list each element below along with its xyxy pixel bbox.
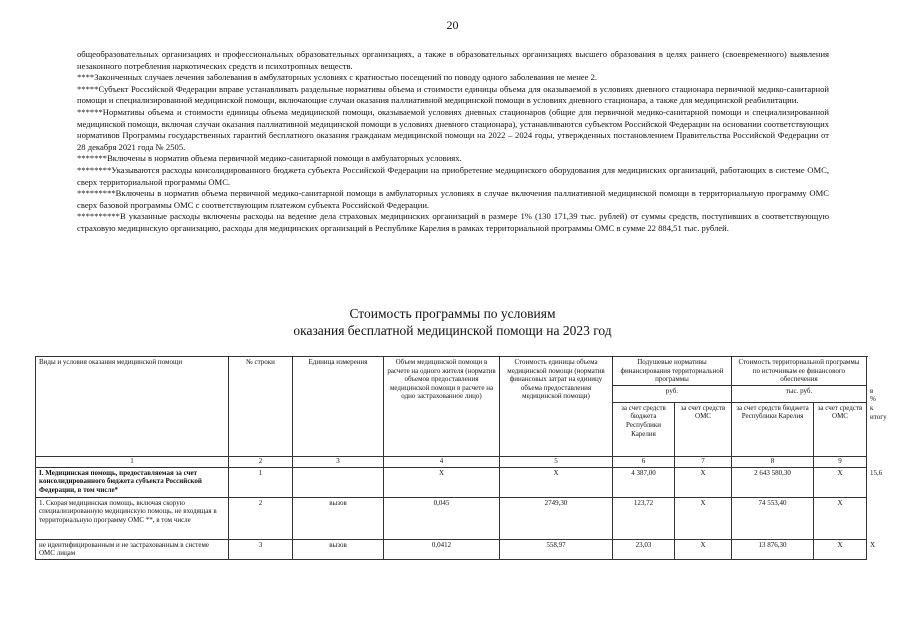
table-header-row: [36, 357, 867, 386]
footnote: *******Включены в норматив объема первичной медико-санитарной помощи в амбулаторных условиях.: [77, 153, 462, 164]
column-number-row: [36, 456, 867, 467]
title-line: оказания бесплатной медицинской помощи на 2023 год: [293, 323, 612, 338]
row-unit: вызов: [293, 539, 384, 559]
row-number: 1: [229, 467, 293, 497]
row-unit-cost: 2749,30: [500, 497, 613, 539]
header-cell: руб.: [613, 385, 732, 402]
section-title: [0, 305, 905, 339]
column-number: 6: [613, 456, 675, 467]
table-header-row: руб. тыс. руб. в % к итогу: [36, 385, 867, 402]
footnote: ****Законченных случаев лечения заболевания в амбулаторных условиях с кратностью посещений по поводу одного заболевания не менее 2.: [77, 72, 598, 83]
row-percap-budget: 23,03: [613, 539, 675, 559]
footnotes: [77, 49, 829, 235]
row-volume: 0,045: [384, 497, 500, 539]
footnote: *********Включены в норматив объема первичной медико-санитарной помощи в амбулаторных условиях в случае включения паллиативной медицинской помощи в территориальную программу ОМС сверх базовой программы ОМС с соответствующим платежом субъекта Российской Федерации.: [77, 188, 829, 210]
row-total-budget: 13 876,30: [732, 539, 814, 559]
row-percap-oms: X: [675, 467, 732, 497]
header-cell: Виды и условия оказания медицинской помощи: [36, 357, 229, 457]
row-number: 2: [229, 497, 293, 539]
row-total-oms: X: [814, 497, 867, 539]
row-name: I. Медицинская помощь, предоставляемая за счет консолидированного бюджета субъекта Российской Федерации, в том числе*: [36, 467, 229, 497]
footnote: ******Нормативы объема и стоимости единицы объема медицинской помощи, оказываемой условиях дневных стационаров (общие для первичной медико-санитарной помощи и специализированной медицинской помощи, включая случаи оказания паллиативной медицинской помощи в условиях дневного стационара), устанавливаются субъектом Российской Федерации на основании соответствующих нормативов Программы государственных гарантий бесплатного оказания гражданам медицинской помощи на 2022 – 2024 годы, утвержденных постановлением Правительства Российской Федерации от 28 декабря 2021 года № 2505.: [77, 106, 829, 152]
column-number: 8: [732, 456, 814, 467]
row-unit: вызов: [293, 497, 384, 539]
cost-table: [35, 356, 887, 560]
row-unit: [293, 467, 384, 497]
header-cell: Стоимость территориальной программы по источникам ее финансового обеспечения: [732, 357, 867, 386]
row-total-budget: 2 643 580,30: [732, 467, 814, 497]
header-cell: Подушевые нормативы финансирования территориальной программы: [613, 357, 732, 386]
row-name: не идентифицированным и не застрахованным в системе ОМС лицам: [36, 539, 229, 559]
title-line: Стоимость программы по условиям: [349, 306, 556, 321]
header-cell: тыс. руб.: [732, 385, 867, 402]
row-unit-cost: X: [500, 467, 613, 497]
header-cell: № строки: [229, 357, 293, 457]
row-name: 1. Скорая медицинская помощь, включая скорую специализированную медицинскую помощь, не входящая в территориальную программу ОМС **, в том числе: [36, 497, 229, 539]
page-number: 20: [446, 18, 459, 32]
column-number: 1: [36, 456, 229, 467]
header-cell: за счет средств ОМС: [675, 402, 732, 456]
row-percap-oms: X: [675, 497, 732, 539]
footnote: *****Субъект Российской Федерации вправе устанавливать раздельные нормативы объема и стоимости единицы объема для оказываемой в условиях дневного стационара первичной медико-санитарной помощи и специализированной медицинской помощи, включающие случаи оказания паллиативной медицинской помощи в условиях дневного стационара, а также для медицинской реабилитации.: [77, 83, 829, 106]
header-cell: Объем медицинской помощи в расчете на одного жителя (норматив объемов предоставления медицинской помощи в расчете на одно застрахованное лицо): [384, 357, 500, 457]
row-volume: X: [384, 467, 500, 497]
header-cell: за счет средств ОМС: [814, 402, 867, 456]
row-percap-oms: X: [675, 539, 732, 559]
column-number: 2: [229, 456, 293, 467]
column-number: 7: [675, 456, 732, 467]
row-percap-budget: 123,72: [613, 497, 675, 539]
footnote: **********В указанные расходы включены расходы на ведение дела страховых медицинских организаций в размере 1% (130 171,39 тыс. рублей) от суммы средств, поступивших в соответствующую страховую медицинскую организацию, расходы для медицинских организаций в Республике Карелия в рамках территориальной программы ОМС в сумме 22 884,51 тыс. рублей.: [77, 211, 829, 233]
row-total-oms: X: [814, 467, 867, 497]
header-cell: Стоимость единицы объема медицинской помощи (норматив финансовых затрат на единицу объема предоставления медицинской помощи): [500, 357, 613, 457]
column-number: 9: [814, 456, 867, 467]
header-cell: Единица измерения: [293, 357, 384, 457]
column-number: 3: [293, 456, 384, 467]
row-percap-budget: 4 387,00: [613, 467, 675, 497]
row-unit-cost: 558,97: [500, 539, 613, 559]
column-number: 5: [500, 456, 613, 467]
row-total-budget: 74 553,40: [732, 497, 814, 539]
footnote: общеобразовательных организациях и профессиональных образовательных организациях, а также в образовательных организациях высшего образования в целях раннего (своевременного) выявления незаконного потребления наркотических средств и психотропных веществ.: [77, 49, 829, 71]
table-row: [36, 497, 867, 539]
row-number: 3: [229, 539, 293, 559]
table-row: не идентифицированным и не застрахованным в системе ОМС лицам 3 вызов 0,0412 558,97 23,03 X 13 876,30 X X: [36, 539, 867, 559]
footnote: ********Указываются расходы консолидированного бюджета субъекта Российской Федерации на приобретение медицинского оборудования для медицинских организаций, работающих в системе ОМС, сверх территориальной программы ОМС.: [77, 164, 829, 187]
row-volume: 0,0412: [384, 539, 500, 559]
header-cell: за счет средств бюджета Республики Карелия: [732, 402, 814, 456]
row-total-oms: X: [814, 539, 867, 559]
header-cell: за счет средств бюджета Республики Карелия: [613, 402, 675, 456]
column-number: 4: [384, 456, 500, 467]
table-row: I. Медицинская помощь, предоставляемая за счет консолидированного бюджета субъекта Российской Федерации, в том числе* 1 X X 4 387,00 X 2 643 580,30 X 15,6: [36, 467, 867, 497]
